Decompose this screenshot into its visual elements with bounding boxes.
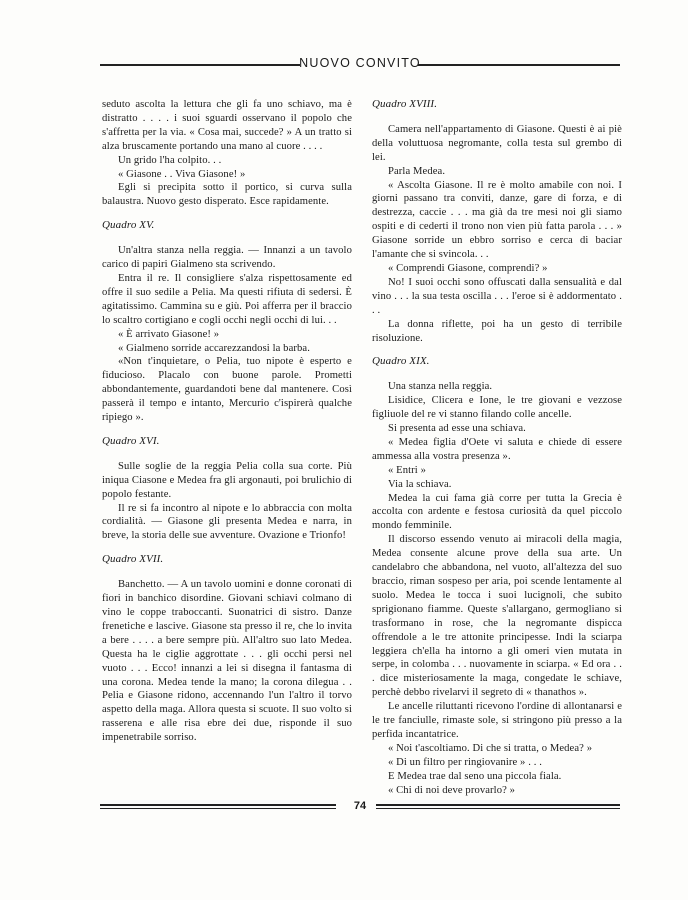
page-header xyxy=(100,52,620,76)
paragraph: « È arrivato Giasone! » xyxy=(118,328,220,340)
running-title: NUOVO CONVITO xyxy=(299,56,421,70)
paragraph: Una stanza nella reggia. xyxy=(388,381,493,393)
paragraph: E Medea trae dal seno una piccola fiala. xyxy=(388,770,562,782)
paragraph: Camera nell'appartamento di Giasone. Questi è ai piè della voluttuosa negromante, colla testa sul grembo di lei. xyxy=(372,123,622,163)
paragraph: No! I suoi occhi sono offuscati dalla sensualità e dal vino . . . la sua testa oscilla . . . l'eroe si è addormentato . . . xyxy=(372,276,622,316)
paragraph: « Chi di noi deve provarlo? » xyxy=(388,784,516,796)
paragraph: « Entri » xyxy=(388,464,426,476)
paragraph: Un grido l'ha colpito. . . xyxy=(118,154,222,166)
left-column xyxy=(102,98,352,745)
paragraph: Sulle soglie de la reggia Pelia colla sua corte. Più iniqua Ciasone e Medea fra gli argonauti, poi brulichio di popolo festante. xyxy=(102,460,352,500)
paragraph: seduto ascolta la lettura che gli fa uno schiavo, ma è distratto . . . . i suoi sguardi osservano il popolo che s'affretta per la via. « Cosa mai, succede? » A un tratto si alza bruscamente portando una mano al cuore . . . . xyxy=(102,99,352,152)
paragraph: Parla Medea. xyxy=(388,165,446,177)
section-heading: Quadro XIX. xyxy=(372,355,430,368)
paragraph: «Non t'inquietare, o Pelia, tuo nipote è esperto e fiducioso. Placalo con buone parole. Prometti abbondantemente, guardandoti bene dal mantenere. Così passerà il tempo e intanto, Mercurio c'ispirerà qualche ripiego ». xyxy=(102,356,352,424)
paragraph: Egli si precipita sotto il portico, si curva sulla balaustra. Nuovo gesto disperato. Esce rapidamente. xyxy=(102,182,352,208)
footer-rule-right-thin xyxy=(376,808,620,809)
paragraph: Le ancelle riluttanti ricevono l'ordine di allontanarsi e le tre fanciulle, rimaste sole, si stringono più presso a la perfida incantatrice. xyxy=(372,701,622,740)
paragraph: Il re si fa incontro al nipote e lo abbraccia con molta cordialità. — Giasone gli presenta Medea e narra, in breve, la storia delle sue avventure. Ovazione e Trionfo! xyxy=(102,502,352,542)
section-heading: Quadro XVIII. xyxy=(372,98,438,110)
paragraph: « Ascolta Giasone. Il re è molto amabile con noi. I giorni passano tra conviti, danze, gare di forza, e di destrezza, caccie . . . ma già da tre mesi noi gli siamo ospiti e di cederti il trono non vien più fatta parola . . . » Giasone sorride un ebbro sorriso e cerca di baciar l'amante che si svincola. . . xyxy=(372,179,622,261)
paragraph: Banchetto. — A un tavolo uomini e donne coronati di fiori in banchico disordine. Giovani schiavi colmano di vino le coppe traboccanti. Suonatrici di sistro. Danze frenetiche e lascive. Giasone sta presso il re, che lo invita a bere . . . . a bere sempre più. All'altro suo lato Medea. Questa ha le ciglie aggrottate . . . gli occhi persi nel vuoto . . . Ecco! innanzi a lei si disegna il fantasma di una corona. Medea tende la mano; la corona dilegua . . Pelia e Giasone ridono, accennando l'un l'altro il torvo aspetto della maga. Allora questa si scuote. Il suo volto si rasserena e alle risa ebre dei due, risponde il suo impenetrabile sorriso. xyxy=(102,579,352,744)
paragraph: La donna riflette, poi ha un gesto di terribile risoluzione. xyxy=(372,318,622,344)
paragraph: Medea la cui fama già corre per tutta la Grecia è accolta con ardente e festosa curiosità da quel piccolo mondo femminile. xyxy=(372,492,622,532)
right-column xyxy=(372,98,622,798)
header-rule-right xyxy=(418,64,620,66)
paragraph: Via la schiava. xyxy=(388,478,452,490)
footer-rule-right xyxy=(376,804,620,806)
page-footer xyxy=(100,798,620,818)
paragraph: Il discorso essendo venuto ai miracoli della magia, Medea consente alcune prove della sua arte. Un candelabro che abbandona, nel vuoto, all'altezza del suo braccio, riman sospeso per aria, poi scende lentamente al suolo. Medea le tocca i suoi lucignoli, che subito sprigionano fiamme. Queste s'allargano, germogliano si trasformano in rose, che la negromante dispicca offrendole a le tre attonite principesse. Indi la sciarpa leggiera ch'ella ha intorno a gli omeri vien mutata in serpe, in colomba . . . nuovamente in sciarpa. « Ed ora . . . dice misteriosamente la maga, congedate le schiave, perchè debbo rivelarvi il segreto di « thanathos ». xyxy=(372,534,622,699)
section-heading: Quadro XVI. xyxy=(102,434,160,447)
paragraph: « Di un filtro per ringiovanire » . . . xyxy=(388,756,542,768)
paragraph: Entra il re. Il consigliere s'alza rispettosamente ed offre il suo sedile a Pelia. Ma questi rifiuta di sedersi. È agitatissimo. Cammina su e giù. Poi afferra per il braccio lo scaltro cortigiano e cogli occhi negli occhi di lui. . . xyxy=(102,272,352,326)
paragraph: Lisidice, Clicera e Ione, le tre giovani e vezzose figliuole del re vi stanno filando colle ancelle. xyxy=(372,395,622,421)
paragraph: « Giasone . . Viva Giasone! » xyxy=(118,168,246,180)
section-heading: Quadro XVII. xyxy=(102,553,164,566)
page-number: 74 xyxy=(353,800,367,812)
section-heading: Quadro XV. xyxy=(102,219,155,232)
paragraph: « Noi t'ascoltiamo. Di che si tratta, o Medea? » xyxy=(388,742,593,754)
paragraph: « Comprendi Giasone, comprendi? » xyxy=(388,262,548,274)
paragraph: Un'altra stanza nella reggia. — Innanzi a un tavolo carico di papiri Gialmeno sta scrivendo. xyxy=(102,245,352,271)
paragraph: Si presenta ad esse una schiava. xyxy=(388,423,526,435)
paragraph: « Medea figlia d'Oete vi saluta e chiede di essere ammessa alla vostra presenza ». xyxy=(372,436,622,462)
paragraph: « Gialmeno sorride accarezzandosi la barba. xyxy=(118,342,310,354)
